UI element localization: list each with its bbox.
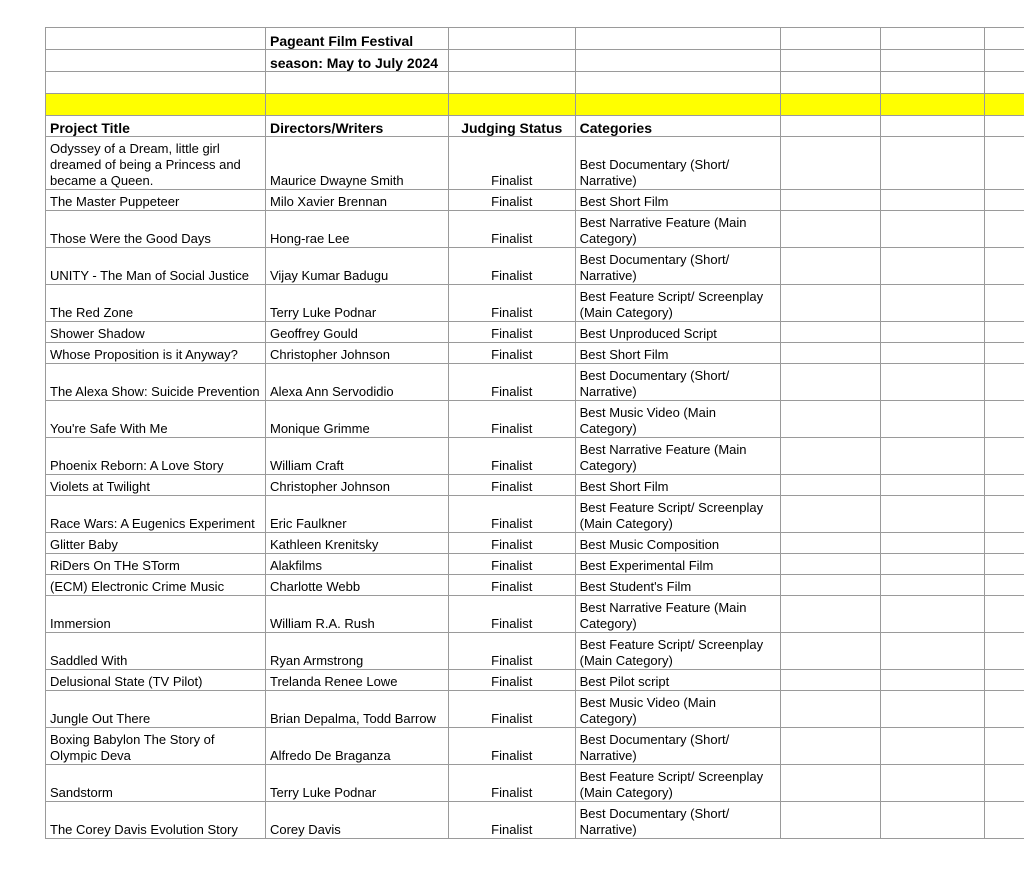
cell[interactable] [984,94,1024,116]
judging-status-cell[interactable]: Finalist [448,802,575,839]
cell[interactable] [984,728,1024,765]
cell[interactable] [881,322,985,343]
table-row [46,596,1024,633]
cell[interactable] [46,94,266,116]
cell[interactable] [780,322,881,343]
directors-cell[interactable]: Hong-rae Lee [265,211,448,248]
directors-cell[interactable]: Alexa Ann Servodidio [265,364,448,401]
cell[interactable] [984,533,1024,554]
festival-title[interactable]: Pageant Film Festival [265,28,448,50]
project-title-cell[interactable]: Those Were the Good Days [46,211,266,248]
column-header-categories[interactable]: Categories [575,116,780,137]
cell[interactable] [448,72,575,94]
cell[interactable] [780,475,881,496]
cell[interactable] [984,50,1024,72]
category-cell[interactable]: Best Feature Script/ Screenplay (Main Category) [575,496,780,533]
cell[interactable] [881,94,985,116]
cell[interactable] [780,364,881,401]
cell[interactable] [881,596,985,633]
judging-status-cell[interactable]: Finalist [448,285,575,322]
cell[interactable] [984,116,1024,137]
cell[interactable] [984,401,1024,438]
judging-status-cell[interactable]: Finalist [448,322,575,343]
judging-status-cell[interactable]: Finalist [448,401,575,438]
cell[interactable] [881,670,985,691]
cell[interactable] [448,28,575,50]
judging-status-cell[interactable]: Finalist [448,364,575,401]
category-cell[interactable]: Best Documentary (Short/ Narrative) [575,137,780,190]
highlight-row [46,94,1024,116]
project-title-cell[interactable]: Glitter Baby [46,533,266,554]
category-cell[interactable]: Best Experimental Film [575,554,780,575]
project-title-cell[interactable]: Saddled With [46,633,266,670]
table-row [46,765,1024,802]
cell[interactable] [575,94,780,116]
cell[interactable] [881,285,985,322]
directors-cell[interactable]: Terry Luke Podnar [265,765,448,802]
cell[interactable] [780,248,881,285]
project-title-cell[interactable]: Whose Proposition is it Anyway? [46,343,266,364]
cell[interactable] [881,116,985,137]
cell[interactable] [448,94,575,116]
cell[interactable] [881,765,985,802]
cell[interactable] [575,72,780,94]
spreadsheet-grid [45,27,1024,839]
project-title-cell[interactable]: Violets at Twilight [46,475,266,496]
cell[interactable] [984,137,1024,190]
cell[interactable] [984,285,1024,322]
cell[interactable] [780,285,881,322]
directors-cell[interactable]: Terry Luke Podnar [265,285,448,322]
judging-status-cell[interactable]: Finalist [448,137,575,190]
cell[interactable] [780,94,881,116]
category-cell[interactable]: Best Music Video (Main Category) [575,691,780,728]
cell[interactable] [780,728,881,765]
cell[interactable] [780,116,881,137]
category-cell[interactable]: Best Documentary (Short/ Narrative) [575,802,780,839]
cell[interactable] [780,802,881,839]
judging-status-cell[interactable]: Finalist [448,211,575,248]
cell[interactable] [780,28,881,50]
project-title-cell[interactable]: The Master Puppeteer [46,190,266,211]
category-cell[interactable]: Best Student's Film [575,575,780,596]
cell[interactable] [984,802,1024,839]
directors-cell[interactable]: William R.A. Rush [265,596,448,633]
cell[interactable] [881,50,985,72]
category-cell[interactable]: Best Documentary (Short/ Narrative) [575,248,780,285]
cell[interactable] [881,691,985,728]
directors-cell[interactable]: Kathleen Krenitsky [265,533,448,554]
category-cell[interactable]: Best Narrative Feature (Main Category) [575,211,780,248]
category-cell[interactable]: Best Unproduced Script [575,322,780,343]
cell[interactable] [780,343,881,364]
cell[interactable] [984,475,1024,496]
table-row [46,364,1024,401]
cell[interactable] [984,596,1024,633]
column-header-directors[interactable]: Directors/Writers [265,116,448,137]
cell[interactable] [984,496,1024,533]
judging-status-cell[interactable]: Finalist [448,633,575,670]
cell[interactable] [984,364,1024,401]
table-row [46,190,1024,211]
cell[interactable] [780,496,881,533]
category-cell[interactable]: Best Documentary (Short/ Narrative) [575,364,780,401]
directors-cell[interactable]: Alfredo De Braganza [265,728,448,765]
cell[interactable] [984,633,1024,670]
cell[interactable] [881,575,985,596]
directors-cell[interactable]: Trelanda Renee Lowe [265,670,448,691]
cell[interactable] [780,438,881,475]
project-title-cell[interactable]: The Corey Davis Evolution Story [46,802,266,839]
column-header-title[interactable]: Project Title [46,116,266,137]
project-title-cell[interactable]: Race Wars: A Eugenics Experiment [46,496,266,533]
cell[interactable] [881,248,985,285]
category-cell[interactable]: Best Music Composition [575,533,780,554]
table-row [46,285,1024,322]
cell[interactable] [984,248,1024,285]
empty-row [46,72,1024,94]
directors-cell[interactable]: Corey Davis [265,802,448,839]
cell[interactable] [881,438,985,475]
table-row [46,322,1024,343]
cell[interactable] [984,670,1024,691]
cell[interactable] [780,596,881,633]
judging-status-cell[interactable]: Finalist [448,670,575,691]
judging-status-cell[interactable]: Finalist [448,765,575,802]
category-cell[interactable]: Best Narrative Feature (Main Category) [575,596,780,633]
table-row [46,401,1024,438]
judging-status-cell[interactable]: Finalist [448,728,575,765]
cell[interactable] [265,72,448,94]
judging-status-cell[interactable]: Finalist [448,554,575,575]
judging-status-cell[interactable]: Finalist [448,533,575,554]
cell[interactable] [780,211,881,248]
directors-cell[interactable]: Charlotte Webb [265,575,448,596]
project-title-cell[interactable]: Boxing Babylon The Story of Olympic Deva [46,728,266,765]
directors-cell[interactable]: Christopher Johnson [265,475,448,496]
directors-cell[interactable]: Geoffrey Gould [265,322,448,343]
cell[interactable] [984,554,1024,575]
cell[interactable] [780,765,881,802]
cell[interactable] [265,94,448,116]
directors-cell[interactable]: Ryan Armstrong [265,633,448,670]
category-cell[interactable]: Best Feature Script/ Screenplay (Main Category) [575,285,780,322]
cell[interactable] [780,50,881,72]
cell[interactable] [984,211,1024,248]
judging-status-cell[interactable]: Finalist [448,496,575,533]
cell[interactable] [575,28,780,50]
directors-cell[interactable]: Eric Faulkner [265,496,448,533]
table-row [46,343,1024,364]
project-title-cell[interactable]: (ECM) Electronic Crime Music [46,575,266,596]
cell[interactable] [984,28,1024,50]
cell[interactable] [780,670,881,691]
cell[interactable] [780,533,881,554]
cell[interactable] [780,401,881,438]
category-cell[interactable]: Best Documentary (Short/ Narrative) [575,728,780,765]
column-header-status[interactable]: Judging Status [448,116,575,137]
cell[interactable] [780,691,881,728]
cell[interactable] [46,28,266,50]
project-title-cell[interactable]: Immersion [46,596,266,633]
category-cell[interactable]: Best Feature Script/ Screenplay (Main Category) [575,765,780,802]
project-title-cell[interactable]: Delusional State (TV Pilot) [46,670,266,691]
cell[interactable] [881,211,985,248]
cell[interactable] [881,401,985,438]
table-row [46,633,1024,670]
cell[interactable] [448,50,575,72]
cell[interactable] [984,343,1024,364]
table-row [46,728,1024,765]
cell[interactable] [780,190,881,211]
project-title-cell[interactable]: Odyssey of a Dream, little girl dreamed of being a Princess and became a Queen. [46,137,266,190]
judging-status-cell[interactable]: Finalist [448,343,575,364]
judging-status-cell[interactable]: Finalist [448,475,575,496]
cell[interactable] [881,28,985,50]
cell[interactable] [984,691,1024,728]
cell[interactable] [780,554,881,575]
table-row [46,533,1024,554]
judging-status-cell[interactable]: Finalist [448,190,575,211]
table-row [46,496,1024,533]
directors-cell[interactable]: Milo Xavier Brennan [265,190,448,211]
cell[interactable] [780,633,881,670]
cell[interactable] [984,765,1024,802]
cell[interactable] [881,475,985,496]
directors-cell[interactable]: Maurice Dwayne Smith [265,137,448,190]
sheet-body [46,28,1024,839]
header-row-season [46,50,1024,72]
project-title-cell[interactable]: UNITY - The Man of Social Justice [46,248,266,285]
table-row [46,248,1024,285]
project-title-cell[interactable]: Sandstorm [46,765,266,802]
table-row [46,211,1024,248]
cell[interactable] [984,322,1024,343]
cell[interactable] [780,137,881,190]
judging-status-cell[interactable]: Finalist [448,438,575,475]
judging-status-cell[interactable]: Finalist [448,248,575,285]
season-label[interactable]: season: May to July 2024 [265,50,448,72]
table-row [46,670,1024,691]
cell[interactable] [881,190,985,211]
cell[interactable] [46,72,266,94]
category-cell[interactable]: Best Feature Script/ Screenplay (Main Category) [575,633,780,670]
table-row [46,802,1024,839]
project-title-cell[interactable]: Phoenix Reborn: A Love Story [46,438,266,475]
directors-cell[interactable]: Brian Depalma, Todd Barrow [265,691,448,728]
cell[interactable] [881,728,985,765]
project-title-cell[interactable]: The Alexa Show: Suicide Prevention [46,364,266,401]
cell[interactable] [881,72,985,94]
cell[interactable] [984,72,1024,94]
cell[interactable] [881,496,985,533]
project-title-cell[interactable]: Jungle Out There [46,691,266,728]
header-row-festival [46,28,1024,50]
cell[interactable] [984,575,1024,596]
directors-cell[interactable]: Monique Grimme [265,401,448,438]
table-row [46,691,1024,728]
table-row [46,554,1024,575]
cell[interactable] [881,533,985,554]
project-title-cell[interactable]: The Red Zone [46,285,266,322]
column-header-row [46,116,1024,137]
directors-cell[interactable]: William Craft [265,438,448,475]
cell[interactable] [881,802,985,839]
judging-status-cell[interactable]: Finalist [448,575,575,596]
category-cell[interactable]: Best Pilot script [575,670,780,691]
directors-cell[interactable]: Christopher Johnson [265,343,448,364]
judging-status-cell[interactable]: Finalist [448,596,575,633]
table-row [46,475,1024,496]
cell[interactable] [46,50,266,72]
cell[interactable] [881,137,985,190]
directors-cell[interactable]: Vijay Kumar Badugu [265,248,448,285]
directors-cell[interactable]: Alakfilms [265,554,448,575]
cell[interactable] [881,554,985,575]
table-row [46,575,1024,596]
cell[interactable] [984,190,1024,211]
category-cell[interactable]: Best Short Film [575,475,780,496]
cell[interactable] [881,343,985,364]
cell[interactable] [984,438,1024,475]
cell[interactable] [881,364,985,401]
cell[interactable] [780,72,881,94]
category-cell[interactable]: Best Short Film [575,343,780,364]
table-row [46,438,1024,475]
category-cell[interactable]: Best Music Video (Main Category) [575,401,780,438]
project-title-cell[interactable]: RiDers On THe STorm [46,554,266,575]
judging-status-cell[interactable]: Finalist [448,691,575,728]
project-title-cell[interactable]: Shower Shadow [46,322,266,343]
project-title-cell[interactable]: You're Safe With Me [46,401,266,438]
category-cell[interactable]: Best Short Film [575,190,780,211]
category-cell[interactable]: Best Narrative Feature (Main Category) [575,438,780,475]
cell[interactable] [575,50,780,72]
table-row [46,137,1024,190]
cell[interactable] [780,575,881,596]
cell[interactable] [881,633,985,670]
